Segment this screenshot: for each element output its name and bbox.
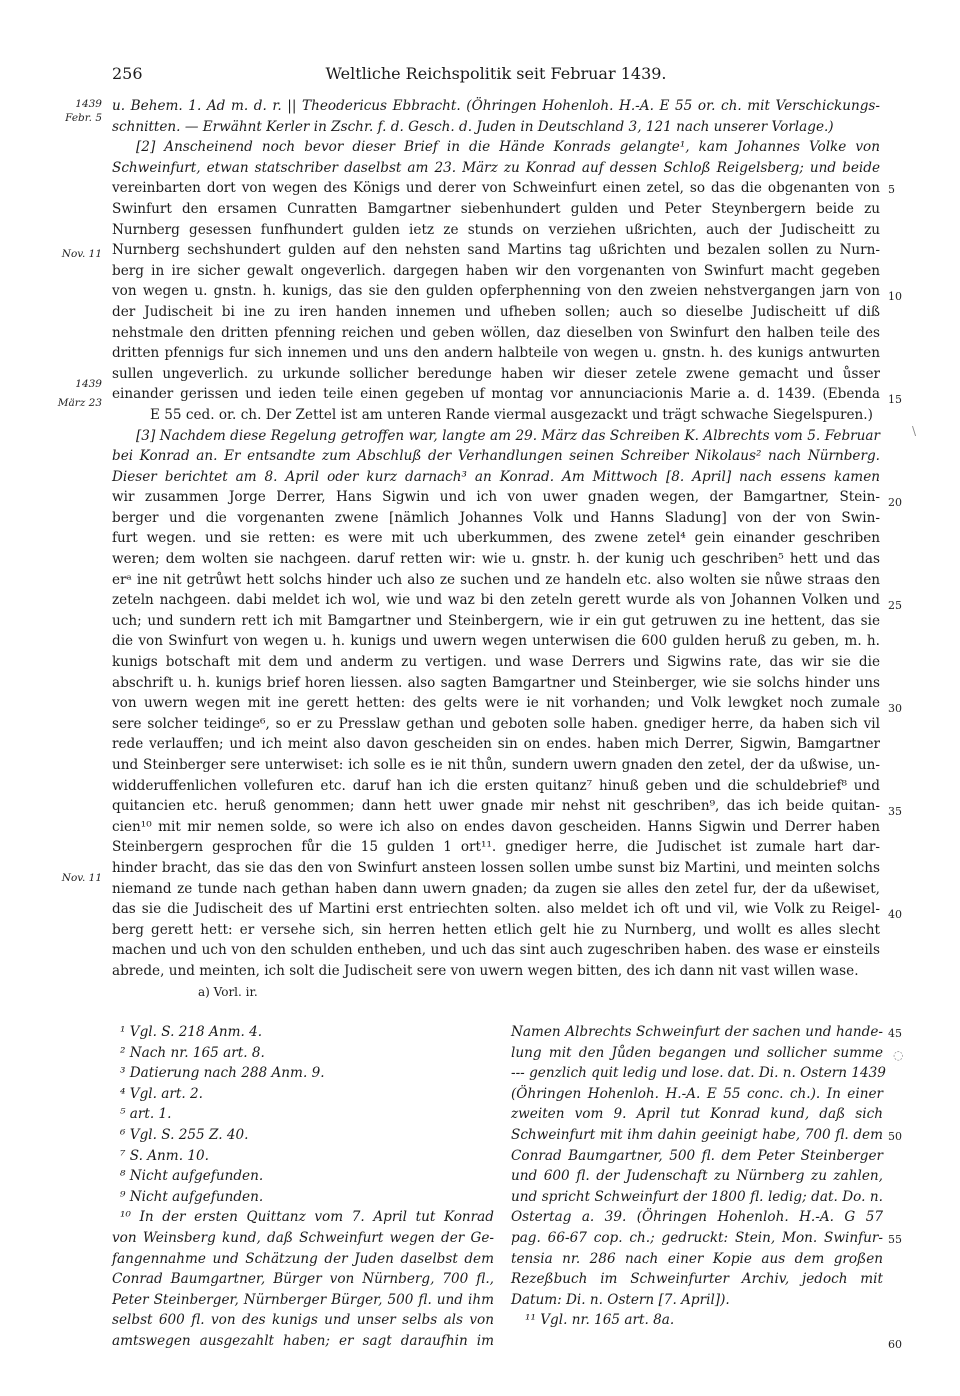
text-line: Dieser berichtet am 8. April oder kurz darnach³ an Konrad. Am Mittwoch [8. April] nach essens kamen (112, 468, 880, 485)
text-line: der Judischeit bi ine zu iren handen innemen und ufheben sollen; auch so dieselbe Judischeitt uf diß (112, 303, 880, 320)
text-line: berg in ire sicher gewalt ongeverlich. dargegen haben wir den vorgenanten von Swinfurt macht gegeben (112, 262, 880, 279)
footnote-line: und spricht Schweinfurt der 1800 fl. ledig; dat. Do. n. (511, 1188, 883, 1205)
text-line: von uwern wegen mit ine gerett hetten: des gelts were ie nit vorhanden; und Volk lewgket noch zumale (112, 695, 880, 712)
text-line: cien¹⁰ mit mir nemen solde, so were ich also on endes davon gescheiden. Hanns Sigwin und Derrer haben (112, 818, 880, 835)
text-line: kunigs botschaft mit dem und anderm zu vertigen. und wase Derrers und Sigwins rate, das wir sie die (112, 654, 880, 671)
scan-mark: \ (912, 424, 917, 438)
text-line: E 55 ced. or. ch. Der Zettel ist am unteren Rande viermal ausgezackt und trägt schwache Siegelspuren.) (150, 406, 873, 423)
margin-date-year: 1439 (75, 378, 102, 390)
text-line: abschrift u. h. kunigs brief horen liessen. also sagten Bamgartner und Steinberger, wie sie solchs hinder uns (112, 674, 880, 691)
text-line: weren; dem wolten sie nachgeen. daruf retten wir: wie u. gnstr. h. der kunig uch geschriben⁵ hett und das (112, 551, 880, 568)
margin-date: Nov. 11 (61, 872, 102, 884)
line-number: 40 (888, 908, 902, 921)
text-line: Schweinfurt, etwan statschriber daselbst am 23. März zu Konrad auf dessen Schloß Reigelsberg; und beide (112, 159, 880, 176)
text-line: die von Swinfurt von wegen u. h. kunigs und uwern wegen unterwisen die 600 gulden heruß zu geben, m. h. (112, 633, 880, 650)
line-number: 15 (888, 393, 902, 406)
line-number: 20 (888, 496, 902, 509)
text-line: [3] Nachdem diese Regelung getroffen war, langte am 29. März das Schreiben K. Albrechts vom 5. Februar (136, 427, 880, 444)
text-line: berg gerett hett: er versehe sich, sin herren hetten etlich gelt hie zu Nurnberg, und wollt es alles slecht (112, 921, 880, 938)
footnote-line: Rezeßbuch im Schweinfurter Archiv, jedoch mit (511, 1271, 883, 1288)
text-line: [2] Anscheinend noch bevor dieser Brief in die Hände Konrads gelangte¹, kam Johannes Volke von (136, 139, 880, 156)
footnotes-left-column (112, 1022, 494, 1352)
text-line: uch; und sundern rett ich mit Bamgartner und Steinbergern, wie ir ein gut getruwen zu ine hettent, das sie (112, 612, 880, 629)
text-line: rede verlauffen; und ich meint also davon gescheiden sin on endes. haben mich Derrer, Sigwin, Bamgartner (112, 736, 880, 753)
text-line: bei Konrad an. Er entsandte zum Abschluß der Verhandlungen seinen Schreiber Nikolaus² nach Nürnberg. (112, 448, 880, 465)
text-line: niemand ze tunde nach gethan haben dann uwern gnaden; da zugen sie alles den zetel fur, der da ußewiset, (112, 880, 880, 897)
line-number: 10 (888, 290, 902, 303)
footnote: ⁸ Nicht aufgefunden. (120, 1168, 264, 1185)
text-line: erᵃ ine nit getrůwt hett solchs hinder uch also ze suchen und ze handeln etc. also wolten sie nůwe straas den (112, 571, 880, 588)
margin-date: März 23 (57, 397, 102, 409)
line-number: 35 (888, 805, 902, 818)
text-line: das sie die Judischeit des uf Martini erst entriechten solten. also meldet ich oft und vil, wie Volk zu Reigel- (112, 901, 880, 918)
text-line: Nurnberg sechshundert gulden auf den nehsten sand Martins tag ußrichten und bezalen sollen zu Nurn- (112, 242, 880, 259)
footnote: ⁷ S. Anm. 10. (120, 1147, 209, 1164)
footnote-line: (Öhringen Hohenloh. H.-A. E 55 conc. ch.). In einer (511, 1085, 883, 1102)
footnote-line: Namen Albrechts Schweinfurt der sachen und hande- (511, 1024, 883, 1040)
text-line: sere solcher teidinge⁶, so er zu Presslaw gethan und geboten solle haben. gnediger herre, da haben sich vil (112, 715, 880, 732)
page-header (106, 62, 886, 86)
text-line: einander gerissen und ieden teile einen gegeben uf montag vor annunciacionis Marie a. d. 1439. (Ebenda (112, 386, 880, 403)
line-number: 45 (888, 1027, 902, 1040)
footnote: ⁴ Vgl. art. 2. (120, 1085, 203, 1102)
margin-date: Febr. 5 (65, 112, 102, 124)
footnote-line: ¹⁰ In der ersten Quittanz vom 7. April tut Konrad (120, 1209, 494, 1226)
text-line: sullen ungeverlich. zu urkunde sollicher beredunge haben wir dieser zetele zwene gemacht und ůsser (112, 365, 880, 382)
line-number: 50 (888, 1130, 902, 1143)
text-line: Nurnberg gesessen funfhundert gulden ietz ze stunds on verziehen ußrichten, auch der Judischeitt zu (112, 221, 880, 238)
footnote-line: Schweinfurt mit ihm dahin geeinigt habe, 700 fl. dem (511, 1126, 883, 1143)
text-line: abrede, und meinten, ich solt die Judischeit sere von uwern wegen bitten, des ich dann nit vast willen wase. (112, 962, 859, 979)
text-line: wir zusammen Jorge Derrer, Hans Sigwin und ich von uwer gnaden wegen, der Bamgartner, Stein- (112, 489, 880, 506)
footnote-a: a) Vorl. ir. (198, 984, 258, 999)
footnote-line: amtswegen ausgezahlt haben; er sagt daraufhin im (112, 1332, 494, 1349)
text-line: u. Behem. 1. Ad m. d. r. || Theodericus Ebbracht. (Öhringen Hohenloh. H.-A. E 55 or. ch. mit Verschickungs- (112, 98, 880, 114)
footnote: ¹ Vgl. S. 218 Anm. 4. (120, 1024, 263, 1040)
footnote-line: lung mit den Jůden begangen und sollicher summe (511, 1044, 883, 1061)
line-number: 60 (888, 1338, 902, 1351)
footnote-line: Conrad Baumgartner, Bürger von Nürnberg, 700 fl., (112, 1271, 494, 1288)
footnote-line: zweiten vom 9. April tut Konrad kund, daß sich (511, 1106, 883, 1123)
text-line: berger und die vorgenanten zwene [nämlich Johannes Volk und Hanns Sladung] von der von Swin- (112, 509, 880, 526)
footnote-line: pag. 66-67 cop. ch.; gedruckt: Stein, Mon. Swinfur- (511, 1229, 883, 1246)
main-text (112, 96, 880, 1002)
footnote-line: von Weinsberg kund, daß Schweinfurt wegen der Ge- (112, 1229, 494, 1246)
footnote: ¹¹ Vgl. nr. 165 art. 8a. (525, 1312, 675, 1329)
footnote-line: selbst 600 fl. von des kunigs und unser selbs als von (112, 1312, 494, 1329)
text-line: hinder bracht, das sie das den von Swinfurt ansteen lossen sollen umbe sunst biz Martini, und meinten solchs (112, 859, 880, 876)
footnote-line: Ostertag a. 39. (Öhringen Hohenloh. H.-A. G 57 (511, 1209, 883, 1226)
footnotes-right-column (511, 1022, 886, 1331)
text-line: vereinbarten dort von wegen des Königs und derer von Schweinfurt einen zetel, so das die obgenanten von (112, 180, 880, 197)
text-line: und Steinberger sere unterwiset: ich solle es ie nit thůn, sundern uwern gnaden den zetel, der da ußwise, un- (112, 757, 880, 773)
text-line: zeteln nachgeen. dabi meldet ich wol, wie und waz bi den zeteln gerett wurde als von Johannen Volken und (112, 592, 880, 609)
text-line: nehstmale den dritten pfenning reichen und geben wöllen, daz dieselben von Swinfurt den halben teile des (112, 324, 880, 341)
footnote-line: Peter Steinberger, Nürnberger Bürger, 500 fl. und ihm (112, 1291, 494, 1308)
margin-date: Nov. 11 (61, 248, 102, 260)
scan-mark: ◌ (893, 1048, 904, 1062)
footnote-line: tensia nr. 286 nach einer Kopie aus dem großen (511, 1250, 883, 1267)
footnote-line: --- genzlich quit ledig und lose. dat. Di. n. Ostern 1439 (511, 1065, 886, 1082)
line-number: 30 (888, 702, 902, 715)
line-number: 5 (888, 183, 895, 196)
footnote-line: Datum: Di. n. Ostern [7. April]). (511, 1291, 730, 1308)
footnote: ⁹ Nicht aufgefunden. (120, 1188, 264, 1205)
footnote: ⁵ art. 1. (120, 1106, 172, 1123)
footnote-line: und 600 fl. der Judenschaft zu Nürnberg zu zahlen, (511, 1168, 883, 1185)
text-line: Swinfurt den ersamen Cunratten Bamgartner siebenhundert gulden und Peter Steynbergern beide zu (112, 200, 880, 217)
page-number: 256 (112, 64, 143, 83)
footnote-line: fangennahme und Schätzung der Juden daselbst dem (112, 1250, 494, 1267)
text-line: Steinbergern gesprochen fůr die 15 gulden 1 ort¹¹. gnediger herre, die Judischet ist zumale hart dar- (112, 839, 880, 856)
running-title: Weltliche Reichspolitik seit Februar 1439. (325, 64, 667, 83)
line-number: 25 (888, 599, 902, 612)
text-line: schnitten. — Erwähnt Kerler in Zschr. f. d. Gesch. d. Juden in Deutschland 3, 121 nach unserer Vorlage.) (112, 118, 834, 135)
text-line: quitancien etc. heruß genommen; dann hett uwer gnade mir nehst nit geschriben⁹, das ich beide quitan- (112, 798, 880, 815)
footnote: ³ Datierung nach 288 Anm. 9. (120, 1065, 325, 1082)
text-line: dritten pfennigs fur sich innemen und uns den andern halbteile von wegen u. gnstn. h. des kunigs antwurten (112, 345, 880, 362)
text-line: widderuffenlichen vollefuren etc. daruf han ich die ersten quitanz⁷ hinuß geben und die schuldebrief⁸ und (112, 777, 880, 794)
margin-date-year: 1439 (75, 98, 102, 110)
footnote: ² Nach nr. 165 art. 8. (120, 1044, 265, 1061)
line-number: 55 (888, 1233, 902, 1246)
footnote: ⁶ Vgl. S. 255 Z. 40. (120, 1126, 249, 1143)
text-line: furt wegen. und sie retten: es were mit uch uberkummen, des zwene zetel⁴ gein einander geschriben (112, 530, 880, 547)
text-line: von wegen u. gnstn. h. kunigs, das sie den gulden opferphenning von den zweien nehstvergangen jarn von (112, 283, 880, 300)
text-line: machen und uch von den schulden entheben, und uch das sint auch zugeschriben haben. des wase er einsteils (112, 942, 880, 959)
footnote-line: Conrad Baumgartner, 500 fl. dem Peter Steinberger (511, 1147, 883, 1164)
